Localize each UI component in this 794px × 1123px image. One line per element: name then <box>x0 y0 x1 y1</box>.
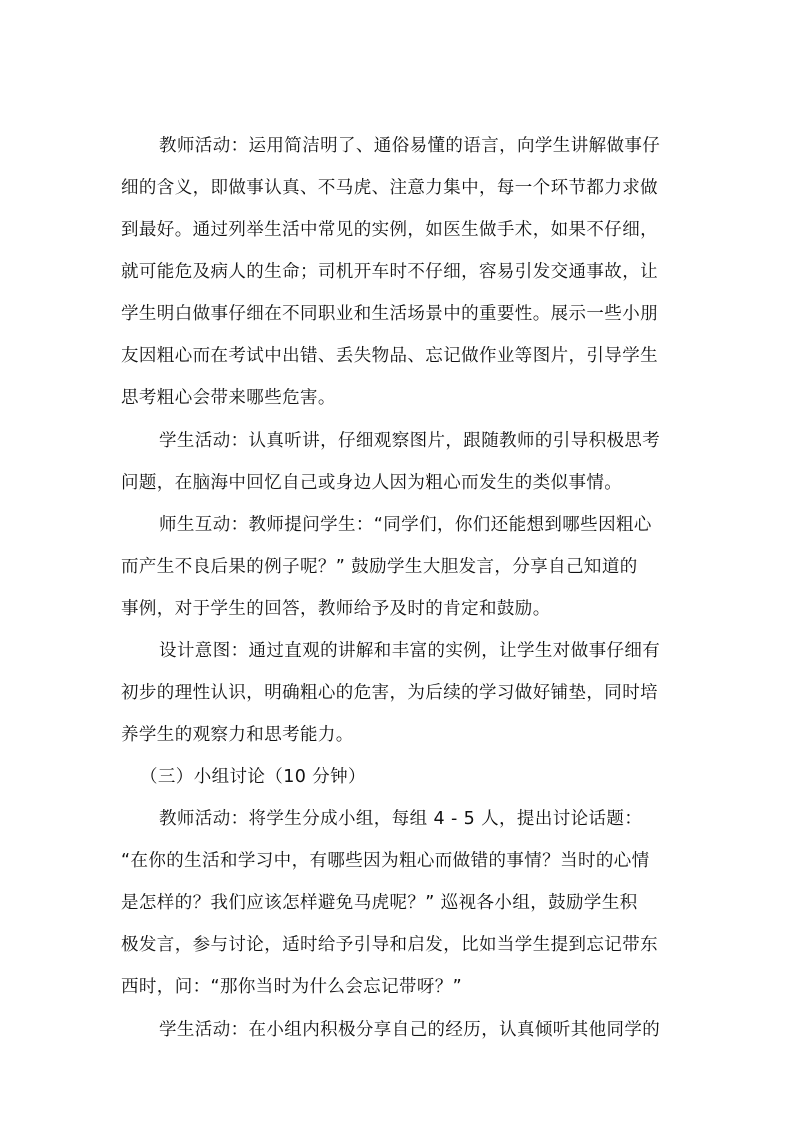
paragraph-line: 思考粗心会带来哪些危害。 <box>121 388 336 408</box>
paragraph-line: 就可能危及病人的生命；司机开车时不仔细，容易引发交通事故，让 <box>121 262 658 282</box>
paragraph-line: 问题，在脑海中回忆自己或身边人因为粗心而发生的类似事情。 <box>121 473 623 493</box>
paragraph-line: 教师活动：运用简洁明了、通俗易懂的语言，向学生讲解做事仔 <box>159 136 661 156</box>
paragraph-line: 极发言，参与讨论，适时给予引导和启发，比如当学生提到忘记带东 <box>121 935 658 955</box>
paragraph-line: 是怎样的？我们应该怎样避免马虎呢？” 巡视各小组，鼓励学生积 <box>121 893 638 913</box>
paragraph-line: 师生互动：教师提问学生：“同学们，你们还能想到哪些因粗心 <box>159 515 652 535</box>
paragraph-line: 养学生的观察力和思考能力。 <box>121 725 354 745</box>
paragraph-line: 友因粗心而在考试中出错、丢失物品、忘记做作业等图片，引导学生 <box>121 346 658 366</box>
paragraph-line: 学生活动：认真听讲，仔细观察图片，跟随教师的引导积极思考 <box>159 431 661 451</box>
paragraph-line: 初步的理性认识，明确粗心的危害，为后续的学习做好铺垫，同时培 <box>121 683 658 703</box>
paragraph-line: 细的含义，即做事认真、不马虎、注意力集中，每一个环节都力求做 <box>121 178 658 198</box>
paragraph-line: “在你的生活和学习中，有哪些因为粗心而做错的事情？当时的心情 <box>121 851 650 871</box>
paragraph-line: 学生活动：在小组内积极分享自己的经历，认真倾听其他同学的 <box>159 1020 661 1040</box>
paragraph-line: 到最好。通过列举生活中常见的实例，如医生做手术，如果不仔细， <box>121 220 658 240</box>
paragraph-line: 事例，对于学生的回答，教师给予及时的肯定和鼓励。 <box>121 599 551 619</box>
paragraph-line: 设计意图：通过直观的讲解和丰富的实例，让学生对做事仔细有 <box>159 641 661 661</box>
paragraph-line: 教师活动：将学生分成小组，每组 4 - 5 人，提出讨论话题： <box>159 809 643 829</box>
paragraph-line: 而产生不良后果的例子呢？” 鼓励学生大胆发言，分享自己知道的 <box>121 557 638 577</box>
paragraph-line: 学生明白做事仔细在不同职业和生活场景中的重要性。展示一些小朋 <box>121 304 658 324</box>
paragraph-line: 西时，问：“那你当时为什么会忘记带呀？” <box>121 977 463 997</box>
section-heading: （三）小组讨论（10 分钟） <box>140 767 366 787</box>
